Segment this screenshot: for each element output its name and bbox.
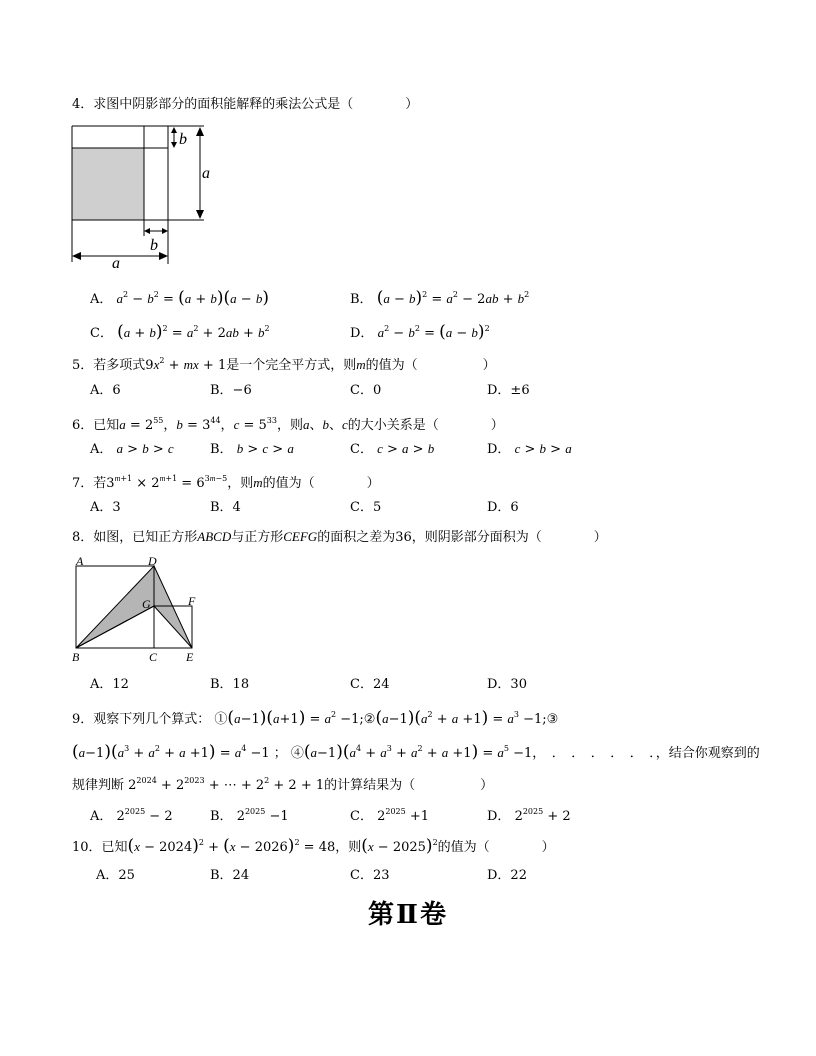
q5-option-d[interactable]: D．±6 [487, 383, 530, 398]
q6-option-c[interactable]: C． c > a > b [350, 441, 435, 457]
q4-label-b-top: b [179, 131, 187, 148]
q8-label-g: G [142, 597, 151, 611]
q4-option-d[interactable]: D． $a^2 - b^2 = (a - b)^2$ [350, 322, 490, 342]
q8-label-f: F [188, 594, 196, 608]
q9-option-d[interactable]: D． $2^{2025} + 2$ [487, 807, 571, 824]
q8-option-d[interactable]: D．30 [487, 677, 527, 692]
q7-option-d[interactable]: D．6 [487, 500, 519, 515]
q6-option-d[interactable]: D． c > b > a [487, 441, 572, 457]
q5-option-a[interactable]: A．6 [90, 383, 121, 398]
q10-option-a[interactable]: A．25 [96, 868, 135, 883]
q8-label-e: E [186, 650, 194, 664]
q5-stem: 5．若多项式$9x^2$ + mx + 1是一个完全平方式，则m的值为（ ） [72, 356, 496, 373]
q4-option-b[interactable]: B． $(a - b)^2 = a^2 - 2ab + b^2$ [350, 288, 530, 308]
q4-label-b-bottom: b [150, 237, 158, 254]
q9-stem: 9．观察下列几个算式： ①(a−1)(a+1) = $a^2$ $-1;②(a-1)(a^2 + a +1) = a^3$ −1;③ [72, 708, 559, 728]
section-title: 第Ⅱ卷 [368, 900, 448, 930]
q8-label-c: C [149, 650, 158, 664]
q9-option-a[interactable]: A． $2^{2025} - 2$ [90, 807, 173, 824]
q4-label-a-bottom: a [112, 255, 120, 270]
q8-stem: 8．如图，已知正方形ABCD与正方形CEFG的面积之差为36，则阴影部分面积为（ ） [72, 529, 607, 545]
q10-option-b[interactable]: B．24 [210, 868, 250, 883]
q10-stem: 10．已知$(x - 2024)^2 + (x - 2026)^2 = 48$，则$(x - 2025)^2$的值为（ ） [72, 836, 555, 856]
q4-figure [68, 120, 218, 270]
q5-option-b[interactable]: B．−6 [210, 383, 252, 398]
q9-option-c[interactable]: C． $2^{2025} +1$ [350, 807, 430, 824]
q7-option-b[interactable]: B．4 [210, 500, 241, 515]
q4-option-c[interactable]: C． $(a + b)^2 = a^2 + 2ab + b^2$ [90, 322, 270, 342]
q4-label-a-right: a [202, 165, 210, 182]
q6-stem: 6．已知$a = 2^{55}$，$b = 3^{44}$，$c = 5^{33}$，则a、b、c的大小关系是（ ） [72, 416, 504, 433]
q9-stem-line2: $(a-1)(a^3 + a^2 + a +1) = a^4 -1$ ； $④(a-1)(a^4 + a^3 + a^2 + a +1) = a^5 -1$， ． ． ． ． ． ．，结合你观察到的 [72, 742, 760, 762]
q8-option-b[interactable]: B．18 [210, 677, 250, 692]
q9-option-b[interactable]: B． $2^{2025} -1$ [210, 807, 289, 824]
q9-stem-line3: 规律判断 $2^{2024} + 2^{2023}$ + ⋯ + $2^2 + 2 + 1$的计算结果为（ ） [72, 776, 494, 793]
q4-stem: 4．求图中阴影部分的面积能解释的乘法公式是（ ） [72, 97, 419, 112]
q4-option-a[interactable]: A． $a^2 - b^2 = (a + b)(a - b)$ [90, 288, 269, 308]
q7-stem: 7．若$3^{m+1} \times 2^{m+1} = 6^{3m-5}$，则m的值为（ ） [72, 474, 380, 491]
q10-option-d[interactable]: D．22 [487, 868, 527, 883]
q10-option-c[interactable]: C．23 [350, 868, 390, 883]
q6-option-a[interactable]: A． a > b > c [90, 441, 174, 457]
q8-option-a[interactable]: A．12 [90, 677, 129, 692]
q6-option-b[interactable]: B． b > c > a [210, 441, 294, 457]
q8-label-a: A [76, 556, 84, 568]
q5-option-c[interactable]: C．0 [350, 383, 382, 398]
q7-option-a[interactable]: A．3 [90, 500, 121, 515]
q8-figure [70, 556, 210, 666]
q8-label-d: D [148, 556, 157, 568]
q8-label-b: B [72, 650, 80, 664]
q7-option-c[interactable]: C．5 [350, 500, 382, 515]
q8-option-c[interactable]: C．24 [350, 677, 390, 692]
